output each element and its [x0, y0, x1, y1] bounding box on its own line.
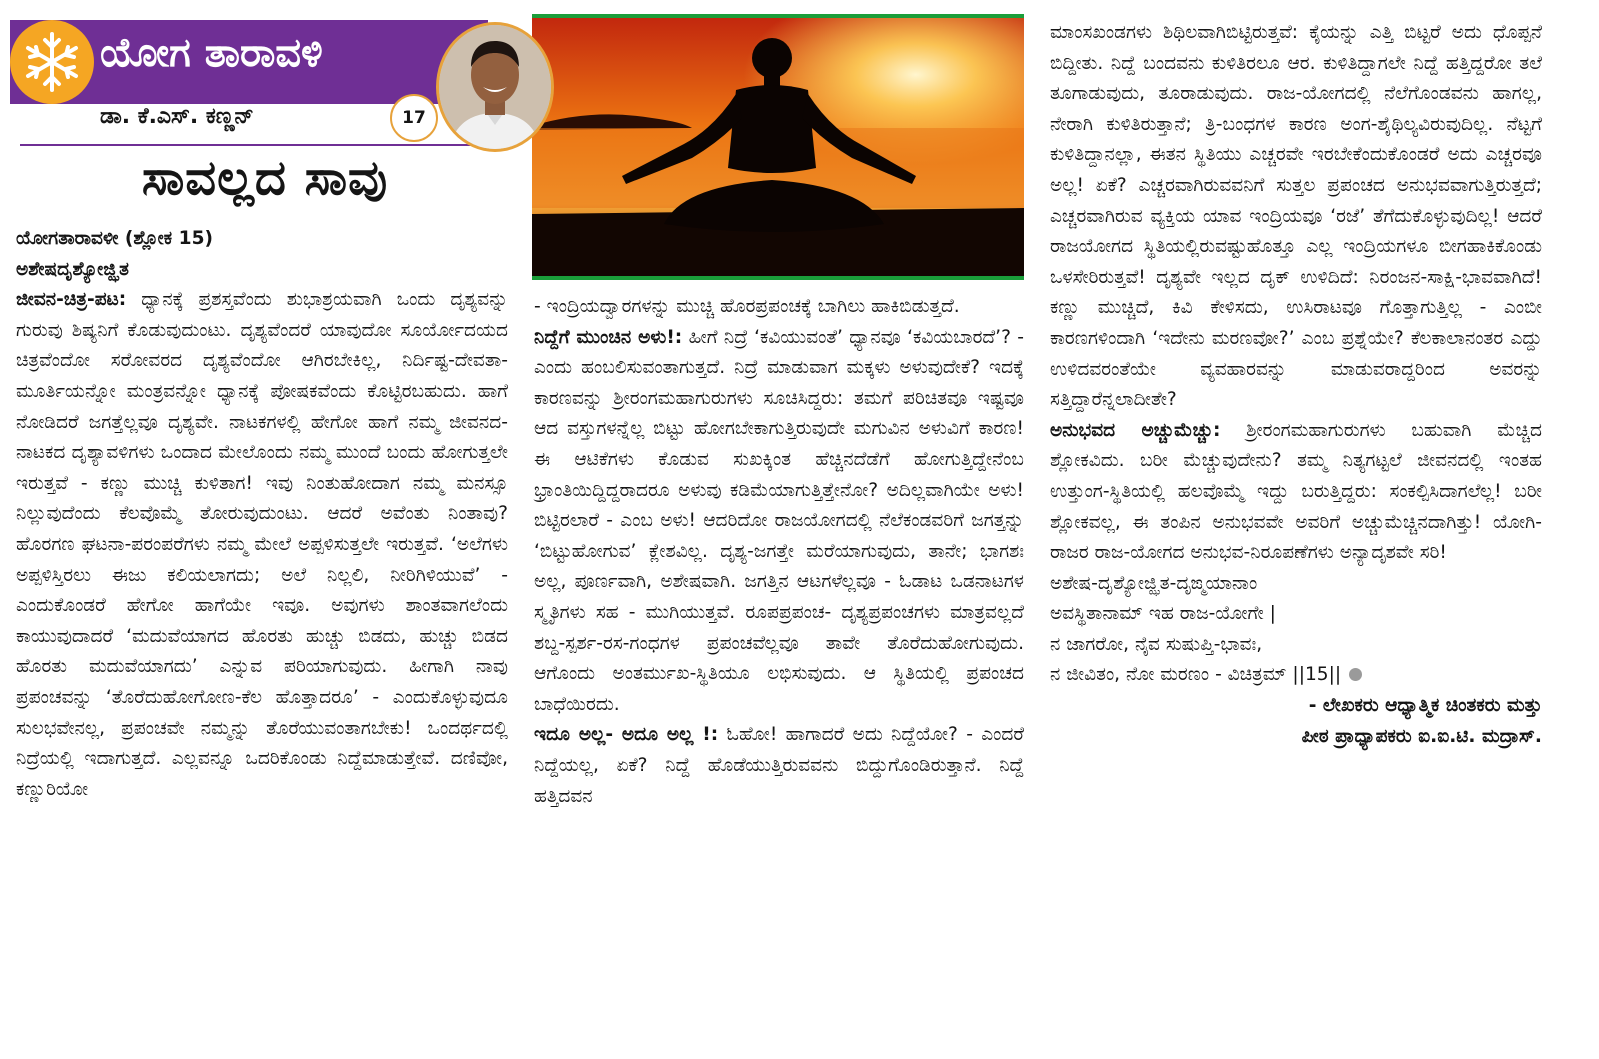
- verse-line: ಅವಸ್ಥಿತಾನಾಮ್ ಇಹ ರಾಜ-ಯೋಗೇ |: [1050, 603, 1276, 625]
- author-credit: - ಲೇಖಕರು ಆಧ್ಯಾತ್ಮಿಕ ಚಿಂತಕರು ಮತ್ತು: [1308, 695, 1542, 717]
- paragraph-body: ಹೀಗೆ ನಿದ್ರೆ ‘ಕವಿಯುವಂತೆ’ ಧ್ಯಾನವೂ ‘ಕವಿಯಬಾರದೆ’? - ಎಂದು ಹಂಬಲಿಸುವಂತಾಗುತ್ತದೆ. ನಿದ್ರೆ ಮಾಡುವಾಗ ಮಕ್ಕಳು ಅಳುವುದೇಕೆ? ಇದಕ್ಕೆ ಕಾರಣವನ್ನು ಶ್ರೀರಂಗಮಹಾಗುರುಗಳು ಸೂಚಿಸಿದ್ದರು: ತಮಗೆ ಪರಿಚಿತವೂ ಇಷ್ಟವೂ ಆದ ವಸ್ತುಗಳನ್ನೆಲ್ಲ ಬಿಟ್ಟು ಹೋಗಬೇಕಾಗುತ್ತಿರುವುದೇ ಮಗುವಿನ ಅಳುವಿಗೆ ಕಾರಣ! ಈ ಆಟಿಕೆಗಳು ಕೊಡುವ ಸುಖಕ್ಕಿಂತ ಹೆಚ್ಚಿನದೆಡೆಗೆ ಹೋಗುತ್ತಿದ್ದೇನೆಂಬ ಭ್ರಾಂತಿಯಿದ್ದಿದ್ದರಾದರೂ ಅಳುವು ಕಡಿಮೆಯಾಗುತ್ತಿತ್ತೇನೋ? ಅದಿಲ್ಲವಾಗಿಯೇ ಅಳು! ಬಿಟ್ಟಿರಲಾರೆ - ಎಂಬ ಅಳು! ಆದರಿದೋ ರಾಜಯೋಗದಲ್ಲಿ ನೆಲೆಕಂಡವರಿಗೆ ಜಗತ್ತನ್ನು ‘ಬಿಟ್ಟುಹೋಗುವ’ ಕ್ಲೇಶವಿಲ್ಲ. ದೃಶ್ಯ-ಜಗತ್ತೇ ಮರೆಯಾಗುವುದು, ತಾನೇ; ಭಾಗಶಃ ಅಲ್ಲ, ಪೂರ್ಣವಾಗಿ, ಅಶೇಷವಾಗಿ. ಜಗತ್ತಿನ ಆಟಗಳೆಲ್ಲವೂ - ಓಡಾಟ ಒಡನಾಟಗಳ ಸ್ಮೃತಿಗಳು ಸಹ - ಮುಗಿಯುತ್ತವೆ. ರೂಪಪ್ರಪಂಚ- ದೃಶ್ಯಪ್ರಪಂಚಗಳು ಮಾತ್ರವಲ್ಲದೆ ಶಬ್ದ-ಸ್ಪರ್ಶ-ರಸ-ಗಂಧಗಳ ಪ್ರಪಂಚವೆಲ್ಲವೂ ತಾವೇ ತೊರೆದುಹೋಗುವುದು. ಆಗೊಂದು ಅಂತರ್ಮುಖ-ಸ್ಥಿತಿಯೂ ಲಭಿಸುವುದು. ಆ ಸ್ಥಿತಿಯಲ್ಲಿ ಪ್ರಪಂಚದ ಬಾಧೆಯಿರದು.: [534, 326, 1024, 715]
- paragraph-lead: ಜೀವನ-ಚಿತ್ರ-ಪಟ:: [16, 289, 127, 311]
- author-name: ಡಾ. ಕೆ.ಎಸ್. ಕಣ್ಣನ್: [100, 104, 254, 129]
- verse-source: ಯೋಗತಾರಾವಳೀ (ಶ್ಲೋಕ 15): [16, 228, 214, 249]
- section-heading: ಅಶೇಷದೃಶ್ಯೋಜ್ಝಿತ: [16, 258, 129, 280]
- paragraph: [1050, 416, 1542, 569]
- paragraph: - ಇಂದ್ರಿಯದ್ವಾರಗಳನ್ನು ಮುಚ್ಚಿ ಹೊರಪ್ರಪಂಚಕ್ಕೆ ಬಾಗಿಲು ಹಾಕಿಬಿಡುತ್ತದೆ.: [534, 296, 960, 317]
- headline: ಸಾವಲ್ಲದ ಸಾವು: [141, 150, 389, 206]
- verse-line: ನ ಜೀವಿತಂ, ನೋ ಮರಣಂ - ವಿಚಿತ್ರಮ್ ||15||: [1050, 664, 1342, 686]
- author-portrait: [436, 22, 554, 152]
- article-column-2: [534, 292, 1024, 812]
- verse-line: ನ ಜಾಗರೋ, ನೈವ ಸುಷುಪ್ತಿ-ಭಾವಃ,: [1050, 633, 1263, 655]
- series-title: ಯೋಗ ತಾರಾವಳಿ: [100, 30, 323, 76]
- paragraph-lead: ಇದೂ ಅಲ್ಲ- ಅದೂ ಅಲ್ಲ !:: [534, 724, 719, 746]
- verse-line-end: [1050, 660, 1542, 691]
- article-column-1: [16, 224, 508, 805]
- verse-line: ಅಶೇಷ-ದೃಶ್ಯೋಜ್ಝಿತ-ದೃಙ್ಮಯಾನಾಂ: [1050, 572, 1258, 594]
- author-credit: ಪೀಠ ಪ್ರಾಧ್ಯಾಪಕರು ಐ.ಐ.ಟಿ. ಮದ್ರಾಸ್.: [1301, 725, 1542, 747]
- paragraph-lead: ಅನುಭವದ ಅಚ್ಚುಮೆಚ್ಚು:: [1050, 419, 1221, 441]
- snowflake-icon: [10, 20, 94, 104]
- paragraph-body: ಓಹೋ! ಹಾಗಾದರೆ ಅದು ನಿದ್ದೆಯೋ? - ಎಂದರೆ ನಿದ್ದೆಯಲ್ಲ, ಏಕೆ? ನಿದ್ದೆ ಹೊಡೆಯುತ್ತಿರುವವನು ಬಿದ್ದುಗೊಂಡಿರುತ್ತಾನೆ. ನಿದ್ದೆ ಹತ್ತಿದವನ: [534, 724, 1024, 807]
- paragraph-body: ಧ್ಯಾನಕ್ಕೆ ಪ್ರಶಸ್ತವೆಂದು ಶುಭಾಶ್ರಯವಾಗಿ ಒಂದು ದೃಶ್ಯವನ್ನು ಗುರುವು ಶಿಷ್ಯನಿಗೆ ಕೊಡುವುದುಂಟು. ದೃಶ್ಯವೆಂದರೆ ಯಾವುದೋ ಸೂರ್ಯೋದಯದ ಚಿತ್ರವೆಂದೋ ಸರೋವರದ ದೃಶ್ಯವೆಂದೋ ಆಗಿರಬೇಕಿಲ್ಲ, ನಿರ್ದಿಷ್ಟ-ದೇವತಾ-ಮೂರ್ತಿಯನ್ನೋ ಮಂತ್ರವನ್ನೋ ಧ್ಯಾನಕ್ಕೆ ಪೋಷಕವೆಂದು ಕೊಟ್ಟಿರಬಹುದು. ಹಾಗೆ ನೋಡಿದರೆ ಜಗತ್ತೆಲ್ಲವೂ ದೃಶ್ಯವೇ. ನಾಟಕಗಳಲ್ಲಿ ಹೇಗೋ ಹಾಗೆ ನಮ್ಮ ಜೀವನದ-ನಾಟಕದ ದೃಶ್ಯಾವಳಿಗಳು ಒಂದಾದ ಮೇಲೊಂದು ನಮ್ಮ ಮುಂದೆ ಬಂದು ಹೋಗುತ್ತಲೇ ಇರುತ್ತವೆ - ಕಣ್ಣು ಮುಚ್ಚಿ ಕುಳಿತಾಗ! ಇವು ನಿಂತುಹೋದಾಗ ನಮ್ಮ ಮನಸ್ಸೂ ನಿಲ್ಲುವುದೆಂದು ಕೆಲವೊಮ್ಮೆ ತೋರುವುದುಂಟು. ಆದರೆ ಅವೆಂತು ನಿಂತಾವು? ಹೊರಗಣ ಘಟನಾ-ಪರಂಪರೆಗಳು ನಮ್ಮ ಮೇಲೆ ಅಪ್ಪಳಿಸುತ್ತಲೇ ಇರುತ್ತವೆ. ‘ಅಲೆಗಳು ಅಪ್ಪಳಿಸ್ತಿರಲು ಈಜು ಕಲಿಯಲಾಗದು; ಅಲೆ ನಿಲ್ಲಲಿ, ನೀರಿಗಿಳಿಯುವೆ’ - ಎಂದುಕೊಂಡರೆ ಹೇಗೋ ಹಾಗೆಯೇ ಇವೂ. ಅವುಗಳು ಶಾಂತವಾಗಲೆಂದು ಕಾಯುವುದಾದರೆ ‘ಮದುವೆಯಾಗದ ಹೊರತು ಹುಚ್ಚು ಬಿಡದು, ಹುಚ್ಚು ಬಿಡದ ಹೊರತು ಮದುವೆಯಾಗದು’ ಎನ್ನುವ ಪರಿಯಾಗುವುದು. ಹೀಗಾಗಿ ನಾವು ಪ್ರಪಂಚವನ್ನು ‘ತೊರೆದುಹೋಗೋಣ-ಕೆಲ ಹೊತ್ತಾದರೂ’ - ಎಂದುಕೊಳ್ಳುವುದೂ ಸುಲಭವೇನಲ್ಲ, ಪ್ರಪಂಚವೇ ನಮ್ಮನ್ನು ತೊರೆಯುವಂತಾಗಬೇಕು! ಒಂದರ್ಥದಲ್ಲಿ ನಿದ್ರೆಯಲ್ಲಿ ಇದಾಗುತ್ತದೆ. ಎಲ್ಲವನ್ನೂ ಒದರಿಕೊಂಡು ನಿದ್ದೆಮಾಡುತ್ತೇವೆ. ದಣಿವೋ, ಕಣ್ಣುರಿಯೋ: [16, 289, 508, 800]
- end-bullet-icon: [1349, 668, 1362, 681]
- article-column-3: [1050, 18, 1542, 752]
- paragraph: [534, 720, 1024, 812]
- paragraph: [534, 323, 1024, 721]
- paragraph-lead: ನಿದ್ದೆಗೆ ಮುಂಚಿನ ಅಳು!:: [534, 326, 683, 348]
- page-number-badge: 17: [390, 94, 438, 142]
- paragraph: ಮಾಂಸಖಂಡಗಳು ಶಿಥಿಲವಾಗಿಬಿಟ್ಟಿರುತ್ತವೆ: ಕೈಯನ್ನು ಎತ್ತಿ ಬಿಟ್ಟರೆ ಅದು ಧೊಪ್ಪನೆ ಬಿದ್ದೀತು. ನಿದ್ದೆ ಬಂದವನು ಕುಳಿತಿರಲೂ ಆರ. ಕುಳಿತಿದ್ದಾಗಲೇ ನಿದ್ದೆ ಹತ್ತಿದ್ದರೋ ತಲೆ ತೂಗಾಡುವುದು, ತೂರಾಡುವುದು. ರಾಜ-ಯೋಗದಲ್ಲಿ ನೆಲೆಗೊಂಡವನು ಹಾಗಲ್ಲ, ನೇರಾಗಿ ಕುಳಿತಿರುತ್ತಾನೆ; ತ್ರಿ-ಬಂಧಗಳ ಕಾರಣ ಅಂಗ-ಶೈಥಿಲ್ಯವಿರುವುದಿಲ್ಲ. ನೆಟ್ಟಗೆ ಕುಳಿತಿದ್ದಾನಲ್ಲಾ, ಈತನ ಸ್ಥಿತಿಯು ಎಚ್ಚರವೇ ಇರಬೇಕೆಂದುಕೊಂಡರೆ ಅದು ಎಚ್ಚರವೂ ಅಲ್ಲ! ಏಕೆ? ಎಚ್ಚರವಾಗಿರುವವನಿಗೆ ಸುತ್ತಲ ಪ್ರಪಂಚದ ಅನುಭವವಾಗುತ್ತಿರುತ್ತದೆ; ಎಚ್ಚರವಾಗಿರುವ ವ್ಯಕ್ತಿಯ ಯಾವ ಇಂದ್ರಿಯವೂ ‘ರಜೆ’ ತೆಗೆದುಕೊಳ್ಳುವುದಿಲ್ಲ! ಆದರೆ ರಾಜಯೋಗದ ಸ್ಥಿತಿಯಲ್ಲಿರುವಷ್ಟುಹೊತ್ತೂ ಎಲ್ಲ ಇಂದ್ರಿಯಗಳೂ ಬೀಗಹಾಕಿಕೊಂಡು ಒಳಸೇರಿರುತ್ತವೆ! ದೃಶ್ಯವೇ ಇಲ್ಲದ ದೃಕ್ ಉಳಿದಿದೆ: ನಿರಂಜನ-ಸಾಕ್ಷಿ-ಭಾವವಾಗಿದೆ! ಕಣ್ಣು ಮುಚ್ಚಿದೆ, ಕಿವಿ ಕೇಳಿಸದು, ಉಸಿರಾಟವೂ ಗೊತ್ತಾಗುತ್ತಿಲ್ಲ - ಎಂಬೀ ಕಾರಣಗಳಿಂದಾಗಿ ‘ಇದೇನು ಮರಣವೋ?’ ಎಂಬ ಪ್ರಶ್ನೆಯೇ? ಕೆಲಕಾಲಾನಂತರ ಎದ್ದು ಉಳಿದವರಂತೆಯೇ ವ್ಯವಹಾರವನ್ನು ಮಾಡುವರಾದ್ದರಿಂದ ಅವರನ್ನು ಸತ್ತಿದ್ದಾರೆನ್ನಲಾದೀತೇ?: [1050, 22, 1542, 411]
- meditation-sunset-photo: [532, 14, 1024, 280]
- paragraph-body: ಶ್ರೀರಂಗಮಹಾಗುರುಗಳು ಬಹುವಾಗಿ ಮೆಚ್ಚಿದ ಶ್ಲೋಕವಿದು. ಬರೀ ಮೆಚ್ಚುವುದೇನು? ತಮ್ಮ ನಿತ್ಯಗಟ್ಟಲೆ ಜೀವನದಲ್ಲಿ ಇಂತಹ ಉತ್ತುಂಗ-ಸ್ಥಿತಿಯಲ್ಲಿ ಹಲವೊಮ್ಮೆ ಇದ್ದು ಬರುತ್ತಿದ್ದರು: ಸಂಕಲ್ಪಿಸಿದಾಗಲೆಲ್ಲ! ಬರೀ ಶ್ಲೋಕವಲ್ಲ, ಈ ತಂಪಿನ ಅನುಭವವೇ ಅವರಿಗೆ ಅಚ್ಚುಮೆಚ್ಚಿನದಾಗಿತ್ತು! ಯೋಗಿ-ರಾಜರ ರಾಜ-ಯೋಗದ ಅನುಭವ-ನಿರೂಪಣೆಗಳು ಅನ್ಯಾದೃಶವೇ ಸರಿ!: [1050, 419, 1542, 564]
- paragraph: [16, 285, 508, 805]
